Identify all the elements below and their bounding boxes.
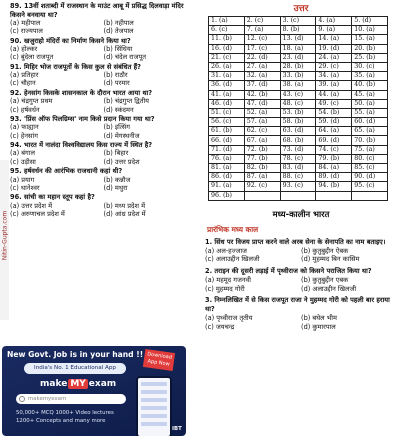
answer-cell: 82. (b)	[244, 164, 280, 173]
question-text: 3. निम्नलिखित में से किस राजपूत राजा ने मुहम्मद गोरी को पहली बार हराया था?	[205, 296, 390, 314]
answer-cell: 1. (a)	[209, 17, 245, 26]
answer-row	[209, 44, 388, 53]
answer-cell: 2. (c)	[244, 17, 280, 26]
option: (c) राज्यपाल	[10, 27, 43, 36]
option-list	[10, 176, 197, 193]
answer-cell: 11. (b)	[209, 35, 245, 44]
answer-row	[209, 90, 388, 99]
answer-cell: 33. (b)	[280, 72, 316, 81]
question-text: 1. सिंध पर विजय प्राप्त करने वाले अरब सेना के सेनापति का नाम बताइए।	[205, 237, 386, 246]
answer-cell: 70. (b)	[352, 136, 388, 145]
answer-cell: 59. (d)	[316, 118, 352, 127]
question-text: 95. हर्षवर्धन की आरंभिक राजधानी कहां थी?	[10, 167, 123, 176]
option: (c) थानेश्वर	[10, 183, 40, 192]
subsection-title: प्रारंभिक मध्य काल	[207, 224, 259, 234]
option-list	[10, 123, 197, 140]
option: (a) फाह्यान	[10, 123, 39, 132]
ad-search-box[interactable]	[16, 394, 126, 404]
site-tag-text: Nitin-Gupta.com	[1, 210, 9, 261]
answer-cell: 23. (d)	[280, 53, 316, 62]
option: (b) चंद्रगुप्त द्वितीय	[103, 97, 150, 106]
answer-cell: 39. (a)	[316, 81, 352, 90]
answer-cell: 5. (d)	[352, 17, 388, 26]
answer-row	[209, 72, 388, 81]
answer-cell: 48. (c)	[280, 99, 316, 108]
option: (d) अलाउद्दीन खिलजी	[301, 284, 357, 293]
answer-row	[209, 99, 388, 108]
answer-cell: 27. (a)	[244, 62, 280, 71]
option: (b) बघेल भीम	[301, 314, 337, 323]
answer-cell	[244, 191, 280, 200]
option-list	[10, 45, 197, 62]
option: (c) बुंदेला राजपूत	[10, 53, 54, 62]
answer-cell: 58. (b)	[280, 118, 316, 127]
answer-cell: 36. (d)	[209, 81, 245, 90]
option: (d) स्कंदमन	[103, 105, 134, 114]
right-column	[205, 2, 397, 438]
search-icon	[19, 396, 25, 402]
option: (c) हर्षवर्धन	[10, 105, 40, 114]
answer-row	[209, 127, 388, 136]
ad-tagline: India's No. 1 Educational App	[24, 363, 126, 374]
answer-cell: 92. (c)	[244, 182, 280, 191]
answer-cell: 94. (b)	[316, 182, 352, 191]
question-text: 91. मिहिर भोज राजपूतों के किस कुल से संबंधित हैं?	[10, 62, 141, 71]
answer-row	[209, 62, 388, 71]
answer-cell	[316, 191, 352, 200]
answer-row	[209, 26, 388, 35]
ad-features-1: 50,000+ MCQ 1000+ Video lectures	[16, 410, 114, 416]
answer-cell: 34. (a)	[316, 72, 352, 81]
answer-cell: 80. (c)	[352, 154, 388, 163]
option: (b) कन्नौज	[103, 175, 131, 184]
option-list	[205, 247, 397, 264]
option: (d) आंध्र प्रदेश में	[103, 209, 146, 218]
option: (a) पृथ्वीराज तृतीय	[205, 314, 253, 323]
option: (b) सिंधिया	[103, 45, 133, 54]
answer-cell: 62. (c)	[244, 127, 280, 136]
option: (c) मुहम्मद गोरी	[205, 284, 245, 293]
option: (d) उत्तर प्रदेश	[103, 157, 140, 166]
option: (a) प्रतिहार	[10, 71, 39, 80]
answer-cell: 53. (b)	[280, 108, 316, 117]
answer-row	[209, 154, 388, 163]
question-text: 96. सांची का महान स्तूप कहां है?	[10, 193, 95, 202]
answer-cell: 31. (a)	[209, 72, 245, 81]
option: (d) मथुरा	[103, 183, 128, 192]
option-list	[205, 314, 397, 331]
answer-cell: 38. (a)	[280, 81, 316, 90]
option: (c) अरुणाचल प्रदेश में	[10, 209, 65, 218]
answer-cell: 76. (a)	[209, 154, 245, 163]
answer-cell: 40. (b)	[352, 81, 388, 90]
answer-cell: 19. (d)	[316, 44, 352, 53]
answer-cell: 51. (c)	[209, 108, 245, 117]
answer-cell: 25. (b)	[352, 53, 388, 62]
option: (d) तेजपाल	[103, 27, 134, 36]
answer-row	[209, 191, 388, 200]
option: (a) महीपाल	[10, 19, 41, 27]
answer-cell: 17. (c)	[244, 44, 280, 53]
answer-cell: 54. (b)	[316, 108, 352, 117]
answer-row	[209, 53, 388, 62]
answers-title: उत्तर	[293, 4, 309, 14]
answer-cell: 90. (d)	[352, 173, 388, 182]
answer-cell: 75. (a)	[352, 145, 388, 154]
option: (a) चंद्रगुप्त प्रथम	[10, 97, 53, 106]
option: (b) राठौर	[103, 71, 128, 80]
logo-my: MY	[70, 379, 86, 389]
logo-make: make	[40, 379, 68, 389]
answer-cell: 86. (d)	[209, 173, 245, 182]
answer-cell: 88. (c)	[280, 173, 316, 182]
answer-cell: 24. (a)	[316, 53, 352, 62]
answer-cell: 32. (a)	[244, 72, 280, 81]
answer-cell: 74. (c)	[316, 145, 352, 154]
answer-cell: 26. (a)	[209, 62, 245, 71]
question-text: 2. तराइन की दूसरी लड़ाई में पृथ्वीराज को किसने पराजित किया था?	[205, 266, 372, 275]
answer-row	[209, 145, 388, 154]
answer-cell: 15. (a)	[352, 35, 388, 44]
answer-cell: 16. (d)	[209, 44, 245, 53]
answer-cell: 10. (a)	[352, 26, 388, 35]
option: (b) इत्सिंग	[103, 123, 130, 132]
answer-cell: 56. (c)	[209, 118, 245, 127]
answer-cell: 64. (a)	[316, 127, 352, 136]
answer-row	[209, 118, 388, 127]
answer-cell: 79. (b)	[316, 154, 352, 163]
answer-cell: 13. (d)	[280, 35, 316, 44]
answer-cell: 68. (b)	[280, 136, 316, 145]
answer-cell: 73. (d)	[280, 145, 316, 154]
answer-cell: 8. (b)	[280, 26, 316, 35]
section-title: मध्य-कालीन भारत	[272, 208, 330, 219]
answer-cell: 60. (d)	[352, 118, 388, 127]
option: (a) उत्तर प्रदेश में	[10, 201, 53, 210]
answer-cell: 66. (d)	[209, 136, 245, 145]
answer-cell: 30. (c)	[352, 62, 388, 71]
answer-cell: 44. (a)	[316, 90, 352, 99]
right-questions	[205, 238, 397, 332]
answer-cell: 22. (d)	[244, 53, 280, 62]
answer-cell: 9. (a)	[316, 26, 352, 35]
answer-row	[209, 173, 388, 182]
option: (b) कुतुबुद्दीन एबक	[301, 275, 349, 284]
option: (b) नहीपाल	[103, 19, 134, 27]
option-list	[10, 202, 197, 219]
question-text: 90. खजुराहो मंदिरों का निर्माण किसने किया था?	[10, 36, 131, 45]
answer-cell: 72. (b)	[244, 145, 280, 154]
answer-cell: 91. (a)	[209, 182, 245, 191]
answer-cell: 67. (a)	[244, 136, 280, 145]
answer-row	[209, 17, 388, 26]
answer-cell: 3. (c)	[280, 17, 316, 26]
answer-cell: 37. (d)	[244, 81, 280, 90]
answer-row	[209, 81, 388, 90]
option: (d) चंदेल राजपूत	[103, 53, 146, 62]
answer-cell: 89. (d)	[316, 173, 352, 182]
answer-cell: 93. (c)	[280, 182, 316, 191]
answer-cell: 78. (c)	[280, 154, 316, 163]
answer-cell: 49. (c)	[316, 99, 352, 108]
answer-cell: 63. (d)	[280, 127, 316, 136]
option: (b) बिहार	[103, 149, 129, 158]
option: (d) परमार	[103, 79, 130, 88]
answer-cell: 41. (a)	[209, 90, 245, 99]
option: (c) जयचन्द्र	[205, 322, 235, 331]
answer-cell: 21. (c)	[209, 53, 245, 62]
answer-cell: 18. (a)	[280, 44, 316, 53]
answer-cell: 6. (c)	[209, 26, 245, 35]
question-text: 94. भारत में नालंदा विश्वविद्यालय किस राज्य में स्थित है?	[10, 140, 153, 149]
site-tag	[0, 160, 9, 320]
option: (b) मध्य प्रदेश में	[103, 201, 146, 210]
option: (d) मुहम्मद बिन कासिम	[301, 255, 360, 264]
option: (c) अलाउद्दीन खिलजी	[205, 255, 260, 264]
answer-cell: 95. (c)	[352, 182, 388, 191]
phone-image	[136, 376, 172, 436]
answer-cell: 96. (b)	[209, 191, 245, 200]
ad-logo	[40, 379, 116, 389]
download-badge[interactable]: Download App Now	[143, 349, 175, 371]
answer-cell: 47. (d)	[244, 99, 280, 108]
option: (b) कुतुबुद्दीन ऐबक	[301, 246, 349, 255]
answer-cell: 28. (b)	[280, 62, 316, 71]
option: (c) चौहान	[10, 79, 36, 88]
advertisement[interactable]	[2, 346, 186, 436]
answer-cell: 45. (a)	[352, 90, 388, 99]
answer-row	[209, 108, 388, 117]
answer-cell: 85. (c)	[352, 164, 388, 173]
logo-exam: exam	[88, 379, 117, 389]
option-list	[10, 97, 197, 114]
answer-cell: 4. (a)	[316, 17, 352, 26]
answer-cell: 71. (d)	[209, 145, 245, 154]
option: (a) महमूद गजनवी	[205, 275, 251, 284]
ad-search-text: makemyexam	[28, 396, 67, 402]
question-text: 89. 13वीं शताब्दी में राजस्थान के माउंट आबू में प्रसिद्ध दिलवाड़ा मंदिर किसने बनवाया था?	[10, 2, 184, 19]
answer-cell: 20. (b)	[352, 44, 388, 53]
answer-cell: 42. (b)	[244, 90, 280, 99]
answer-row	[209, 164, 388, 173]
question-text: 92. हेनसांग किसके शासनकाल के दौरान भारत आया था?	[10, 88, 153, 97]
answer-cell: 7. (a)	[244, 26, 280, 35]
answer-cell	[352, 191, 388, 200]
option: (d) कुमारपाल	[301, 322, 336, 331]
option-list	[205, 276, 397, 293]
option: (d) मेगस्थनीज	[103, 131, 140, 140]
option: (a) प्रयाग	[10, 175, 35, 184]
ad-brand: IBT	[172, 426, 182, 432]
answer-row	[209, 35, 388, 44]
answer-cell: 87. (a)	[244, 173, 280, 182]
answer-cell: 65. (a)	[352, 127, 388, 136]
answer-cell	[280, 191, 316, 200]
question-text: 93. 'प्रिंस ऑफ पिलग्रिम्स' नाम किसे प्रदान किया गया था?	[10, 114, 155, 123]
answer-cell: 12. (c)	[244, 35, 280, 44]
answer-cell: 81. (a)	[209, 164, 245, 173]
option-list	[10, 149, 197, 166]
option-list	[10, 19, 197, 36]
answer-table	[208, 16, 388, 201]
ad-features-2: 1200+ Concepts and many more	[16, 418, 106, 424]
option: (a) होल्कर	[10, 45, 38, 54]
ad-title: New Govt. Job is in your hand !!	[7, 350, 144, 359]
answer-cell: 77. (b)	[244, 154, 280, 163]
option: (c) उड़ीसा	[10, 157, 36, 166]
answer-row	[209, 136, 388, 145]
answer-cell: 43. (c)	[280, 90, 316, 99]
option-list	[10, 71, 197, 88]
answer-cell: 46. (d)	[209, 99, 245, 108]
option: (c) हेनसांग	[10, 131, 38, 140]
option: (a) बंगाल	[10, 149, 35, 158]
answer-cell: 14. (a)	[316, 35, 352, 44]
answer-cell: 52. (a)	[244, 108, 280, 117]
answer-cell: 55. (a)	[352, 108, 388, 117]
answer-cell: 29. (c)	[316, 62, 352, 71]
answer-cell: 84. (a)	[316, 164, 352, 173]
option: (a) अल-हज्जाज	[205, 246, 247, 255]
answer-cell: 69. (d)	[316, 136, 352, 145]
answer-row	[209, 182, 388, 191]
answer-cell: 50. (a)	[352, 99, 388, 108]
answer-cell: 83. (d)	[280, 164, 316, 173]
answer-cell: 61. (b)	[209, 127, 245, 136]
answer-cell: 35. (a)	[352, 72, 388, 81]
answer-cell: 57. (a)	[244, 118, 280, 127]
